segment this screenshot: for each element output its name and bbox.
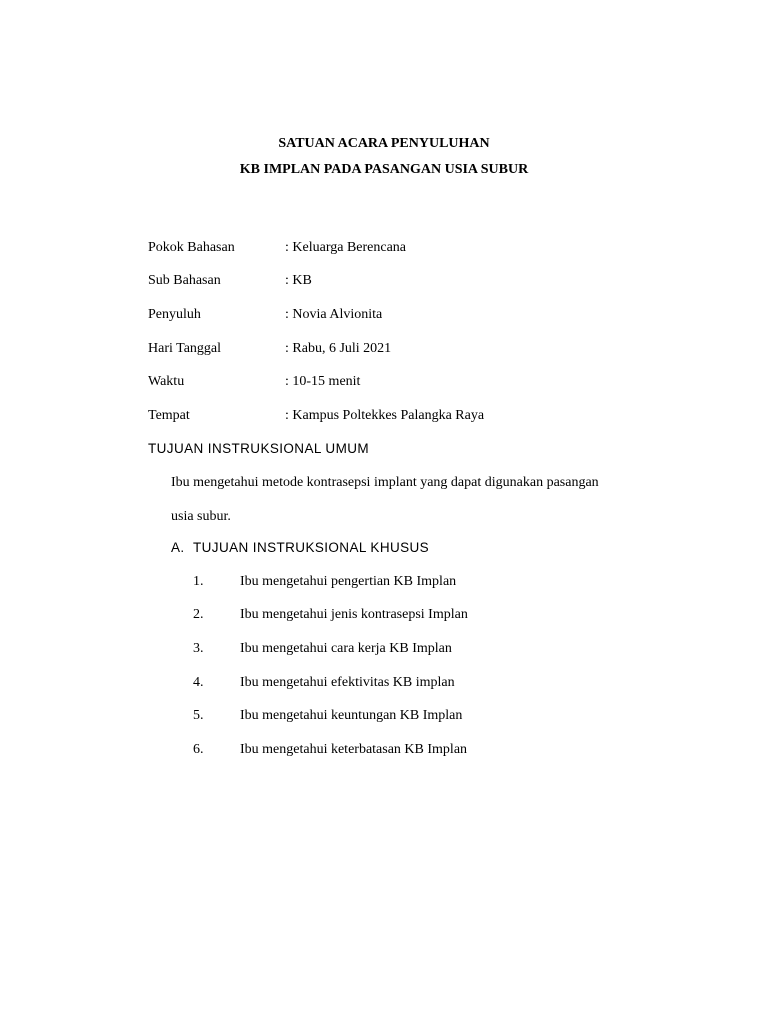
info-value: : Novia Alvionita — [285, 307, 383, 322]
specific-objective-letter: A. — [171, 540, 185, 555]
list-number: 4. — [193, 675, 204, 690]
info-label: Hari Tanggal — [148, 341, 222, 356]
general-objective-line-1: Ibu mengetahui metode kontrasepsi implant yang dapat digunakan pasangan — [171, 475, 599, 490]
list-number: 6. — [193, 742, 204, 757]
info-label: Penyuluh — [148, 307, 201, 322]
list-text: Ibu mengetahui keuntungan KB Implan — [240, 708, 463, 723]
list-text: Ibu mengetahui cara kerja KB Implan — [240, 641, 452, 656]
list-text: Ibu mengetahui efektivitas KB implan — [240, 675, 455, 690]
info-label: Tempat — [148, 408, 190, 423]
general-objective-heading: TUJUAN INSTRUKSIONAL UMUM — [148, 441, 370, 456]
document-title: SATUAN ACARA PENYULUHAN — [278, 136, 490, 151]
info-label: Waktu — [148, 374, 185, 389]
info-value: : Rabu, 6 Juli 2021 — [285, 341, 392, 356]
list-number: 1. — [193, 574, 204, 589]
document-subtitle: KB IMPLAN PADA PASANGAN USIA SUBUR — [239, 162, 529, 177]
list-number: 3. — [193, 641, 204, 656]
list-number: 2. — [193, 607, 204, 622]
info-label: Pokok Bahasan — [148, 240, 235, 255]
info-value: : Keluarga Berencana — [285, 240, 407, 255]
list-number: 5. — [193, 708, 204, 723]
list-text: Ibu mengetahui jenis kontrasepsi Implan — [240, 607, 468, 622]
info-value: : Kampus Poltekkes Palangka Raya — [285, 408, 485, 423]
list-text: Ibu mengetahui pengertian KB Implan — [240, 574, 457, 589]
info-value: : KB — [285, 273, 312, 288]
general-objective-line-2: usia subur. — [171, 509, 231, 524]
list-text: Ibu mengetahui keterbatasan KB Implan — [240, 742, 468, 757]
specific-objective-heading: TUJUAN INSTRUKSIONAL KHUSUS — [193, 540, 430, 555]
info-label: Sub Bahasan — [148, 273, 221, 288]
info-value: : 10-15 menit — [285, 374, 361, 389]
